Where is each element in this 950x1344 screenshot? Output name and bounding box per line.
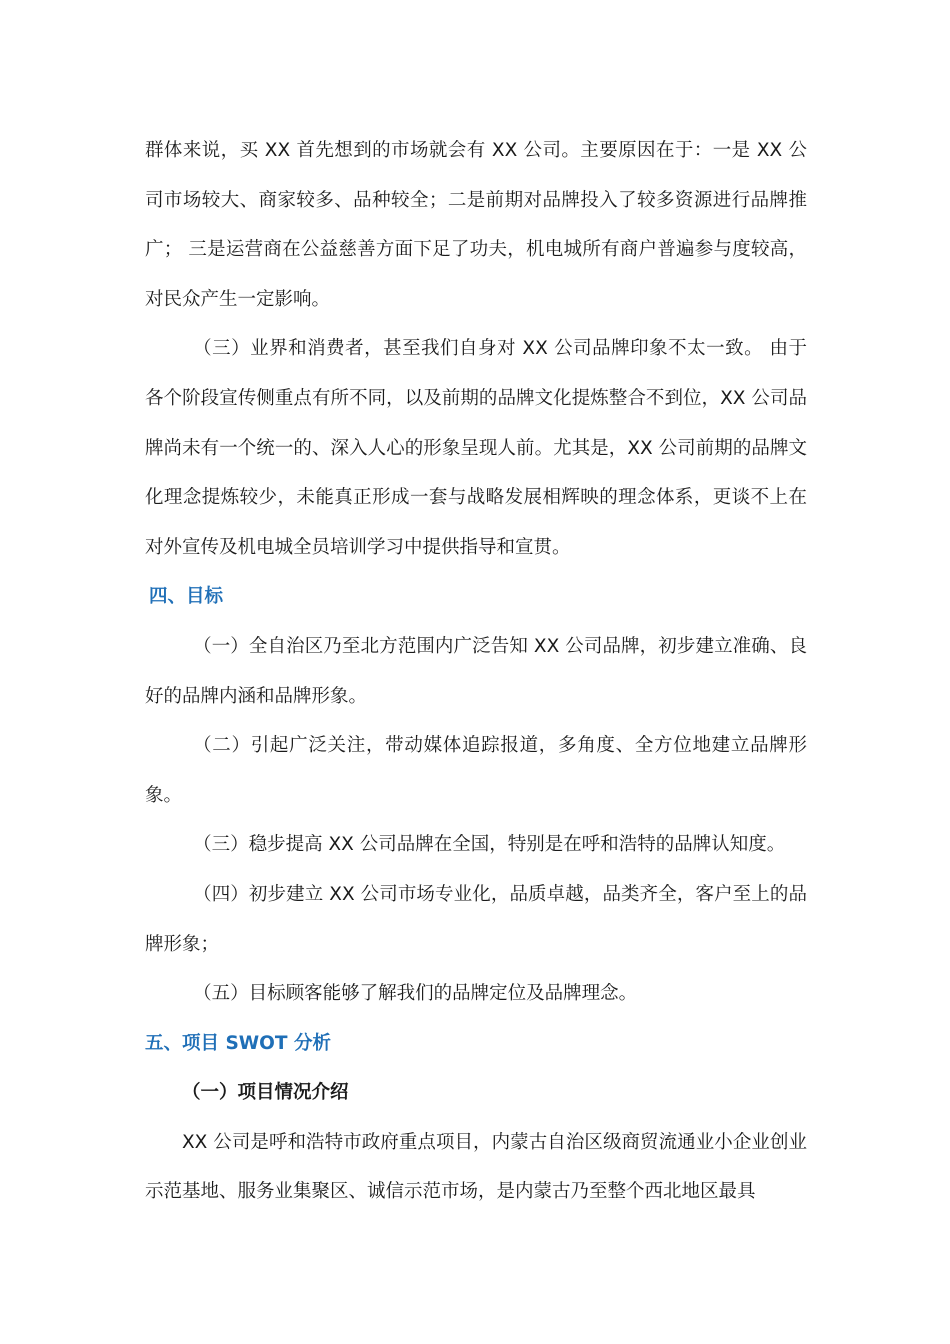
paragraph-brand-inconsistency: （三）业界和消费者，甚至我们自身对 XX 公司品牌印象不太一致。 由于各个阶段宣传侧重点有所不同，以及前期的品牌文化提炼整合不到位，XX 公司品牌尚未有一个统一的、深入人心的形象呈现人前。尤其是，XX 公司前期的品牌文化理念提炼较少，未能真正形成一套与战略发展相辉映的理念体系，更谈不上在对外宣传及机电城全员培训学习中提供指导和宣贯。 xyxy=(145,338,807,558)
goal-item-3: （三）稳步提高 XX 公司品牌在全国，特别是在呼和浩特的品牌认知度。 xyxy=(193,834,786,856)
goal-item-5: （五）目标顾客能够了解我们的品牌定位及品牌理念。 xyxy=(193,983,638,1005)
goal-item-1: （一）全自治区乃至北方范围内广泛告知 XX 公司品牌，初步建立准确、良好的品牌内涵和品牌形象。 xyxy=(145,635,807,707)
subsection-heading-project-intro: （一）项目情况介绍 xyxy=(182,1082,349,1104)
goal-item-4: （四）初步建立 XX 公司市场专业化，品质卓越，品类齐全，客户至上的品牌形象； xyxy=(145,883,807,955)
paragraph-brand-recognition: 群体来说，买 XX 首先想到的市场就会有 XX 公司。主要原因在于：一是 XX 公司市场较大、商家较多、品种较全；二是前期对品牌投入了较多资源进行品牌推广； 三是运营商在公益慈善方面下足了功夫，机电城所有商户普遍参与度较高，对民众产生一定影响。 xyxy=(145,140,807,310)
section-heading-goals: 四、目标 xyxy=(149,586,224,608)
document-page xyxy=(145,126,807,1217)
section-heading-swot: 五、项目 SWOT 分析 xyxy=(145,1032,331,1054)
paragraph-project-intro: XX 公司是呼和浩特市政府重点项目，内蒙古自治区级商贸流通业小企业创业示范基地、服务业集聚区、诚信示范市场，是内蒙古乃至整个西北地区最具 xyxy=(145,1131,807,1203)
goal-item-2: （二）引起广泛关注，带动媒体追踪报道，多角度、全方位地建立品牌形象。 xyxy=(145,735,807,806)
